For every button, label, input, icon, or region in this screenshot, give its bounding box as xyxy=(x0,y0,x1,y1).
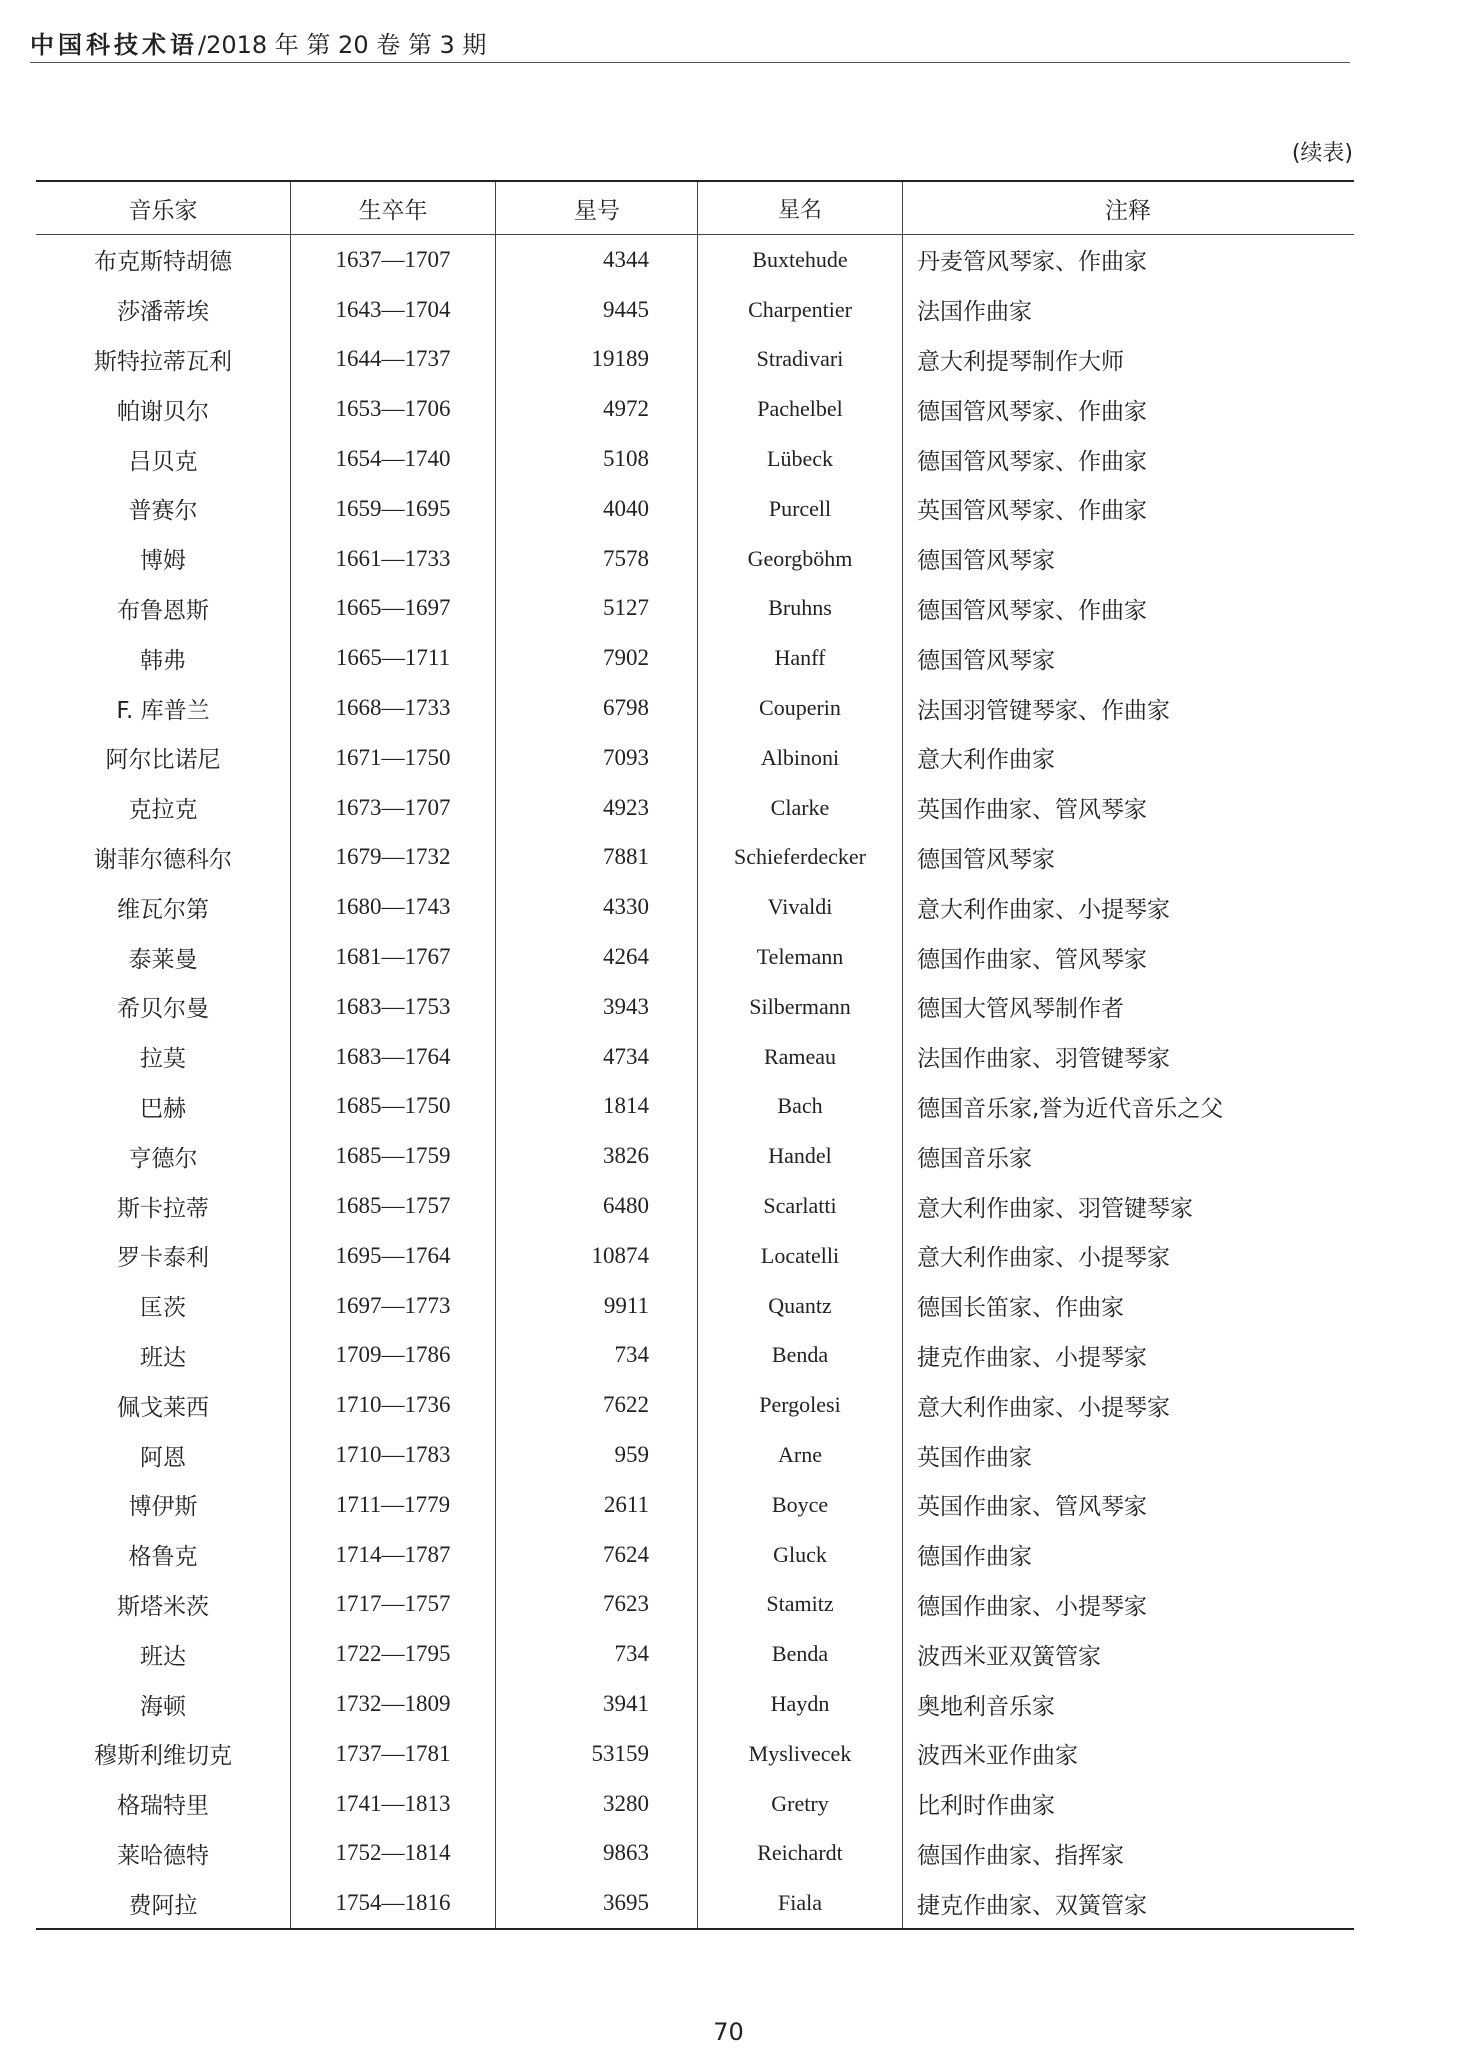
table-row xyxy=(36,1530,1354,1580)
column-header-asteroid-name: 星名 xyxy=(698,181,903,235)
asteroid-name-cell: Purcell xyxy=(698,484,903,534)
notes-cell: 意大利作曲家、小提琴家 xyxy=(903,1380,1355,1430)
asteroid-number-cell: 3826 xyxy=(496,1131,698,1181)
table-row xyxy=(36,1331,1354,1381)
asteroid-number-cell: 7578 xyxy=(496,534,698,584)
years-cell: 1711—1779 xyxy=(291,1480,496,1530)
table-row xyxy=(36,982,1354,1032)
years-cell: 1683—1753 xyxy=(291,982,496,1032)
musician-cell: 希贝尔曼 xyxy=(117,996,209,1023)
notes-cell: 英国作曲家、管风琴家 xyxy=(903,783,1355,833)
musician-cell: 斯塔米茨 xyxy=(117,1593,209,1620)
notes-cell: 意大利作曲家、小提琴家 xyxy=(903,882,1355,932)
table-body xyxy=(36,235,1354,1930)
column-header-years: 生卒年 xyxy=(291,181,496,235)
asteroid-name-cell: Quantz xyxy=(698,1281,903,1331)
musician-cell: 阿尔比诺尼 xyxy=(105,747,221,774)
column-header-musician: 音乐家 xyxy=(36,181,291,235)
asteroid-name-cell: Haydn xyxy=(698,1679,903,1729)
notes-cell: 德国作曲家 xyxy=(903,1530,1355,1580)
asteroid-name-cell: Clarke xyxy=(698,783,903,833)
table-row xyxy=(36,633,1354,683)
table-row xyxy=(36,335,1354,385)
table-row xyxy=(36,384,1354,434)
asteroid-name-cell: Gluck xyxy=(698,1530,903,1580)
table-row xyxy=(36,434,1354,484)
asteroid-name-cell: Fiala xyxy=(698,1878,903,1929)
asteroid-number-cell: 5108 xyxy=(496,434,698,484)
table-row xyxy=(36,484,1354,534)
table-row xyxy=(36,783,1354,833)
table-row xyxy=(36,1032,1354,1082)
asteroid-number-cell: 2611 xyxy=(496,1480,698,1530)
asteroid-number-cell: 4734 xyxy=(496,1032,698,1082)
asteroid-name-cell: Benda xyxy=(698,1331,903,1381)
asteroid-name-cell: Couperin xyxy=(698,683,903,733)
musician-cell: 拉莫 xyxy=(140,1046,186,1073)
years-cell: 1714—1787 xyxy=(291,1530,496,1580)
asteroid-number-cell: 19189 xyxy=(496,335,698,385)
notes-cell: 波西米亚双簧管家 xyxy=(903,1629,1355,1679)
asteroid-number-cell: 3280 xyxy=(496,1779,698,1829)
asteroid-number-cell: 4330 xyxy=(496,882,698,932)
journal-title: 中国科技术语 xyxy=(30,31,198,59)
notes-cell: 德国管风琴家、作曲家 xyxy=(903,584,1355,634)
notes-cell: 德国管风琴家 xyxy=(903,633,1355,683)
asteroid-number-cell: 1814 xyxy=(496,1082,698,1132)
years-cell: 1710—1736 xyxy=(291,1380,496,1430)
asteroid-name-cell: Pachelbel xyxy=(698,384,903,434)
musician-cell: 班达 xyxy=(140,1643,186,1670)
notes-cell: 法国作曲家、羽管键琴家 xyxy=(903,1032,1355,1082)
asteroid-name-cell: Pergolesi xyxy=(698,1380,903,1430)
years-cell: 1665—1711 xyxy=(291,633,496,683)
notes-cell: 德国管风琴家、作曲家 xyxy=(903,384,1355,434)
years-cell: 1659—1695 xyxy=(291,484,496,534)
asteroid-number-cell: 9863 xyxy=(496,1829,698,1879)
table-row xyxy=(36,882,1354,932)
musician-cell: 佩戈莱西 xyxy=(117,1394,209,1421)
years-cell: 1654—1740 xyxy=(291,434,496,484)
table-row xyxy=(36,1679,1354,1729)
asteroid-number-cell: 734 xyxy=(496,1331,698,1381)
asteroid-name-cell: Gretry xyxy=(698,1779,903,1829)
table-row xyxy=(36,1829,1354,1879)
years-cell: 1722—1795 xyxy=(291,1629,496,1679)
musician-cell: 格鲁克 xyxy=(128,1544,198,1571)
asteroid-name-cell: Myslivecek xyxy=(698,1729,903,1779)
asteroid-name-cell: Vivaldi xyxy=(698,882,903,932)
years-cell: 1741—1813 xyxy=(291,1779,496,1829)
asteroid-number-cell: 7902 xyxy=(496,633,698,683)
years-cell: 1685—1750 xyxy=(291,1082,496,1132)
years-cell: 1732—1809 xyxy=(291,1679,496,1729)
notes-cell: 德国音乐家 xyxy=(903,1131,1355,1181)
table-row xyxy=(36,1131,1354,1181)
notes-cell: 德国管风琴家、作曲家 xyxy=(903,434,1355,484)
notes-cell: 德国音乐家,誉为近代音乐之父 xyxy=(903,1082,1355,1132)
running-header xyxy=(30,28,1350,63)
musician-cell: 布鲁恩斯 xyxy=(117,597,209,624)
table-row xyxy=(36,1430,1354,1480)
asteroid-number-cell: 9445 xyxy=(496,285,698,335)
asteroid-number-cell: 4972 xyxy=(496,384,698,434)
notes-cell: 德国作曲家、小提琴家 xyxy=(903,1580,1355,1630)
asteroid-number-cell: 3943 xyxy=(496,982,698,1032)
asteroid-number-cell: 3695 xyxy=(496,1878,698,1929)
asteroid-name-cell: Bruhns xyxy=(698,584,903,634)
composer-asteroid-table xyxy=(36,180,1354,1930)
asteroid-name-cell: Buxtehude xyxy=(698,235,903,285)
years-cell: 1695—1764 xyxy=(291,1231,496,1281)
years-cell: 1665—1697 xyxy=(291,584,496,634)
years-cell: 1717—1757 xyxy=(291,1580,496,1630)
notes-cell: 意大利作曲家、羽管键琴家 xyxy=(903,1181,1355,1231)
notes-cell: 比利时作曲家 xyxy=(903,1779,1355,1829)
musician-cell: 巴赫 xyxy=(140,1095,186,1122)
notes-cell: 法国作曲家 xyxy=(903,285,1355,335)
page-number: 70 xyxy=(713,2018,744,2046)
notes-cell: 英国管风琴家、作曲家 xyxy=(903,484,1355,534)
musician-cell: 泰莱曼 xyxy=(128,946,198,973)
musician-cell: 阿恩 xyxy=(140,1444,186,1471)
asteroid-number-cell: 4923 xyxy=(496,783,698,833)
notes-cell: 丹麦管风琴家、作曲家 xyxy=(903,235,1355,285)
notes-cell: 德国作曲家、管风琴家 xyxy=(903,932,1355,982)
asteroid-name-cell: Arne xyxy=(698,1430,903,1480)
musician-cell: 博伊斯 xyxy=(128,1494,198,1521)
asteroid-name-cell: Rameau xyxy=(698,1032,903,1082)
notes-cell: 德国大管风琴制作者 xyxy=(903,982,1355,1032)
years-cell: 1653—1706 xyxy=(291,384,496,434)
asteroid-name-cell: Silbermann xyxy=(698,982,903,1032)
asteroid-number-cell: 9911 xyxy=(496,1281,698,1331)
musician-cell: 班达 xyxy=(140,1344,186,1371)
asteroid-number-cell: 6480 xyxy=(496,1181,698,1231)
table-row xyxy=(36,1629,1354,1679)
musician-cell: 匡茨 xyxy=(140,1295,186,1322)
notes-cell: 意大利提琴制作大师 xyxy=(903,335,1355,385)
asteroid-number-cell: 5127 xyxy=(496,584,698,634)
table-row xyxy=(36,1580,1354,1630)
years-cell: 1661—1733 xyxy=(291,534,496,584)
table-row xyxy=(36,1878,1354,1929)
asteroid-name-cell: Albinoni xyxy=(698,733,903,783)
musician-cell: 帕谢贝尔 xyxy=(117,398,209,425)
table-row xyxy=(36,833,1354,883)
years-cell: 1683—1764 xyxy=(291,1032,496,1082)
musician-cell: 博姆 xyxy=(140,548,186,575)
asteroid-number-cell: 7622 xyxy=(496,1380,698,1430)
years-cell: 1668—1733 xyxy=(291,683,496,733)
years-cell: 1709—1786 xyxy=(291,1331,496,1381)
notes-cell: 波西米亚作曲家 xyxy=(903,1729,1355,1779)
musician-cell: 克拉克 xyxy=(128,797,198,824)
asteroid-number-cell: 7624 xyxy=(496,1530,698,1580)
years-cell: 1637—1707 xyxy=(291,235,496,285)
musician-cell: 莱哈德特 xyxy=(117,1842,209,1869)
musician-cell: 普赛尔 xyxy=(128,498,198,525)
years-cell: 1697—1773 xyxy=(291,1281,496,1331)
musician-cell: 莎潘蒂埃 xyxy=(117,299,209,326)
years-cell: 1644—1737 xyxy=(291,335,496,385)
asteroid-name-cell: Scarlatti xyxy=(698,1181,903,1231)
table-row xyxy=(36,584,1354,634)
notes-cell: 意大利作曲家、小提琴家 xyxy=(903,1231,1355,1281)
notes-cell: 捷克作曲家、小提琴家 xyxy=(903,1331,1355,1381)
table-header-row xyxy=(36,181,1354,235)
asteroid-number-cell: 7093 xyxy=(496,733,698,783)
asteroid-name-cell: Reichardt xyxy=(698,1829,903,1879)
musician-cell: 韩弗 xyxy=(140,647,186,674)
table-row xyxy=(36,1779,1354,1829)
musician-cell: 罗卡泰利 xyxy=(117,1245,209,1272)
table-row xyxy=(36,1231,1354,1281)
asteroid-name-cell: Boyce xyxy=(698,1480,903,1530)
asteroid-number-cell: 959 xyxy=(496,1430,698,1480)
table-row xyxy=(36,285,1354,335)
notes-cell: 法国羽管键琴家、作曲家 xyxy=(903,683,1355,733)
table-row xyxy=(36,683,1354,733)
asteroid-number-cell: 53159 xyxy=(496,1729,698,1779)
asteroid-name-cell: Stamitz xyxy=(698,1580,903,1630)
years-cell: 1680—1743 xyxy=(291,882,496,932)
asteroid-name-cell: Locatelli xyxy=(698,1231,903,1281)
asteroid-number-cell: 734 xyxy=(496,1629,698,1679)
notes-cell: 英国作曲家、管风琴家 xyxy=(903,1480,1355,1530)
asteroid-number-cell: 4040 xyxy=(496,484,698,534)
musician-cell: 布克斯特胡德 xyxy=(94,249,232,276)
notes-cell: 捷克作曲家、双簧管家 xyxy=(903,1878,1355,1929)
years-cell: 1673—1707 xyxy=(291,783,496,833)
asteroid-number-cell: 10874 xyxy=(496,1231,698,1281)
musician-cell: 斯特拉蒂瓦利 xyxy=(94,348,232,375)
notes-cell: 德国作曲家、指挥家 xyxy=(903,1829,1355,1879)
years-cell: 1681—1767 xyxy=(291,932,496,982)
years-cell: 1754—1816 xyxy=(291,1878,496,1929)
musician-cell: 吕贝克 xyxy=(128,448,198,475)
musician-cell: 维瓦尔第 xyxy=(117,896,209,923)
asteroid-number-cell: 7623 xyxy=(496,1580,698,1630)
table-row xyxy=(36,733,1354,783)
asteroid-name-cell: Telemann xyxy=(698,932,903,982)
years-cell: 1685—1757 xyxy=(291,1181,496,1231)
table-row xyxy=(36,534,1354,584)
asteroid-name-cell: Lübeck xyxy=(698,434,903,484)
table-row xyxy=(36,1181,1354,1231)
musician-cell: 费阿拉 xyxy=(128,1892,198,1919)
years-cell: 1679—1732 xyxy=(291,833,496,883)
asteroid-name-cell: Handel xyxy=(698,1131,903,1181)
notes-cell: 德国管风琴家 xyxy=(903,833,1355,883)
notes-cell: 英国作曲家 xyxy=(903,1430,1355,1480)
asteroid-name-cell: Hanff xyxy=(698,633,903,683)
notes-cell: 德国长笛家、作曲家 xyxy=(903,1281,1355,1331)
continued-label: (续表) xyxy=(1291,141,1353,166)
years-cell: 1752—1814 xyxy=(291,1829,496,1879)
table-row xyxy=(36,932,1354,982)
musician-cell: 海顿 xyxy=(140,1693,186,1720)
asteroid-number-cell: 4264 xyxy=(496,932,698,982)
years-cell: 1710—1783 xyxy=(291,1430,496,1480)
notes-cell: 德国管风琴家 xyxy=(903,534,1355,584)
asteroid-number-cell: 4344 xyxy=(496,235,698,285)
table-row xyxy=(36,1729,1354,1779)
column-header-notes: 注释 xyxy=(903,181,1355,235)
table-row xyxy=(36,235,1354,285)
musician-cell: 亨德尔 xyxy=(128,1145,198,1172)
musician-cell: F. 库普兰 xyxy=(116,697,210,724)
asteroid-name-cell: Georgböhm xyxy=(698,534,903,584)
asteroid-name-cell: Charpentier xyxy=(698,285,903,335)
asteroid-name-cell: Stradivari xyxy=(698,335,903,385)
years-cell: 1737—1781 xyxy=(291,1729,496,1779)
asteroid-name-cell: Benda xyxy=(698,1629,903,1679)
table-row xyxy=(36,1281,1354,1331)
asteroid-number-cell: 6798 xyxy=(496,683,698,733)
years-cell: 1643—1704 xyxy=(291,285,496,335)
years-cell: 1685—1759 xyxy=(291,1131,496,1181)
musician-cell: 格瑞特里 xyxy=(117,1793,209,1820)
table-row xyxy=(36,1380,1354,1430)
musician-cell: 穆斯利维切克 xyxy=(94,1743,232,1770)
years-cell: 1671—1750 xyxy=(291,733,496,783)
asteroid-number-cell: 7881 xyxy=(496,833,698,883)
table-row xyxy=(36,1480,1354,1530)
musician-cell: 斯卡拉蒂 xyxy=(117,1195,209,1222)
notes-cell: 奥地利音乐家 xyxy=(903,1679,1355,1729)
column-header-asteroid-number: 星号 xyxy=(496,181,698,235)
asteroid-number-cell: 3941 xyxy=(496,1679,698,1729)
issue-info: /2018 年 第 20 卷 第 3 期 xyxy=(198,31,487,59)
asteroid-name-cell: Schieferdecker xyxy=(698,833,903,883)
musician-cell: 谢菲尔德科尔 xyxy=(94,846,232,873)
notes-cell: 意大利作曲家 xyxy=(903,733,1355,783)
asteroid-name-cell: Bach xyxy=(698,1082,903,1132)
table-row xyxy=(36,1082,1354,1132)
